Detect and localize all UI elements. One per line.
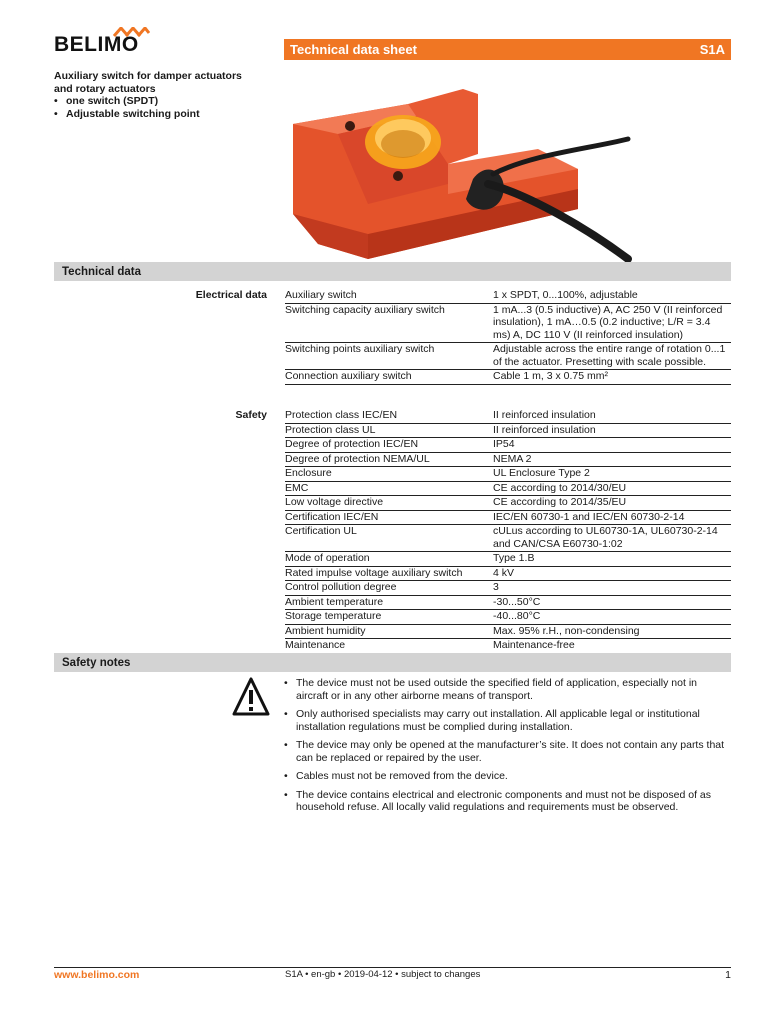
intro-line-2: and rotary actuators — [54, 82, 156, 95]
brand-name: BELIMO — [54, 33, 139, 56]
table-row: Enclosure UL Enclosure Type 2 — [285, 467, 731, 482]
warning-icon — [231, 676, 271, 718]
table-row: Switching points auxiliary switch Adjustable across the entire range of rotation 0...1 of the actuator. Presetting with scale possible. — [285, 343, 731, 370]
list-item: • The device contains electrical and electronic components and must not be disposed of as household refuse. All locally valid regulations and requirements must be observed. — [284, 788, 711, 813]
page-title: Technical data sheet — [290, 42, 417, 57]
table-row: Maintenance Maintenance-free — [285, 639, 731, 654]
electrical-data-rows — [285, 289, 731, 385]
safety-label: Safety — [235, 409, 267, 421]
product-intro — [54, 70, 279, 120]
list-item: • The device may only be opened at the manufacturer’s site. It does not contain any parts that can be replaced or repaired by the user. — [284, 739, 725, 764]
table-row: Auxiliary switch 1 x SPDT, 0...100%, adjustable — [285, 289, 731, 304]
website-link[interactable]: www.belimo.com — [54, 969, 140, 981]
table-row: Ambient temperature -30...50°C — [285, 596, 731, 611]
product-image — [288, 64, 638, 264]
table-row: Protection class UL II reinforced insulation — [285, 424, 731, 439]
table-row: Ambient humidity Max. 95% r.H., non-condensing — [285, 625, 731, 640]
table-row: Mode of operation Type 1.B — [285, 552, 731, 567]
intro-bullet: • Adjustable switching point — [54, 107, 200, 120]
table-row: Control pollution degree 3 — [285, 581, 731, 596]
technical-data-heading: Technical data — [54, 262, 731, 281]
electrical-data-label: Electrical data — [195, 289, 267, 301]
table-row: Storage temperature -40...80°C — [285, 610, 731, 625]
logo-mark-icon — [112, 27, 150, 37]
list-item: • Only authorised specialists may carry out installation. All applicable legal or institutional installation regulations must be complied during installation. — [284, 708, 700, 733]
intro-line-1: Auxiliary switch for damper actuators — [54, 70, 242, 82]
safety-notes-list — [284, 677, 731, 820]
table-row: Degree of protection IEC/EN IP54 — [285, 438, 731, 453]
intro-bullet: • one switch (SPDT) — [54, 95, 159, 107]
table-row: Rated impulse voltage auxiliary switch 4 kV — [285, 567, 731, 582]
table-row: Certification UL cULus according to UL60730-1A, UL60730-2-14 and CAN/CSA E60730-1:02 — [285, 525, 731, 552]
table-row: Certification IEC/EN IEC/EN 60730-1 and IEC/EN 60730-2-14 — [285, 511, 731, 526]
safety-data-rows — [285, 409, 731, 654]
title-bar — [284, 39, 731, 60]
belimo-logo — [54, 27, 154, 63]
table-row: Degree of protection NEMA/UL NEMA 2 — [285, 453, 731, 468]
product-code: S1A — [699, 42, 725, 57]
list-item: • The device must not be used outside the specified field of application, especially not in aircraft or in any other airborne means of transport. — [284, 677, 697, 702]
page-number: 1 — [725, 969, 731, 981]
list-item: • Cables must not be removed from the device. — [284, 770, 508, 782]
safety-notes-heading: Safety notes — [54, 653, 731, 672]
table-row: EMC CE according to 2014/30/EU — [285, 482, 731, 497]
table-row: Switching capacity auxiliary switch 1 mA...3 (0.5 inductive) A, AC 250 V (II reinforced insulation), 1 mA…0.5 (0.2 inductive; L/R = 3.4 ms) A, DC 110 V (II reinforced insulation) — [285, 304, 731, 344]
footer-divider — [54, 967, 731, 968]
footer-info: S1A • en-gb • 2019-04-12 • subject to changes — [285, 969, 481, 980]
table-row: Connection auxiliary switch Cable 1 m, 3 x 0.75 mm² — [285, 370, 731, 385]
table-row: Low voltage directive CE according to 2014/35/EU — [285, 496, 731, 511]
table-row: Protection class IEC/EN II reinforced insulation — [285, 409, 731, 424]
